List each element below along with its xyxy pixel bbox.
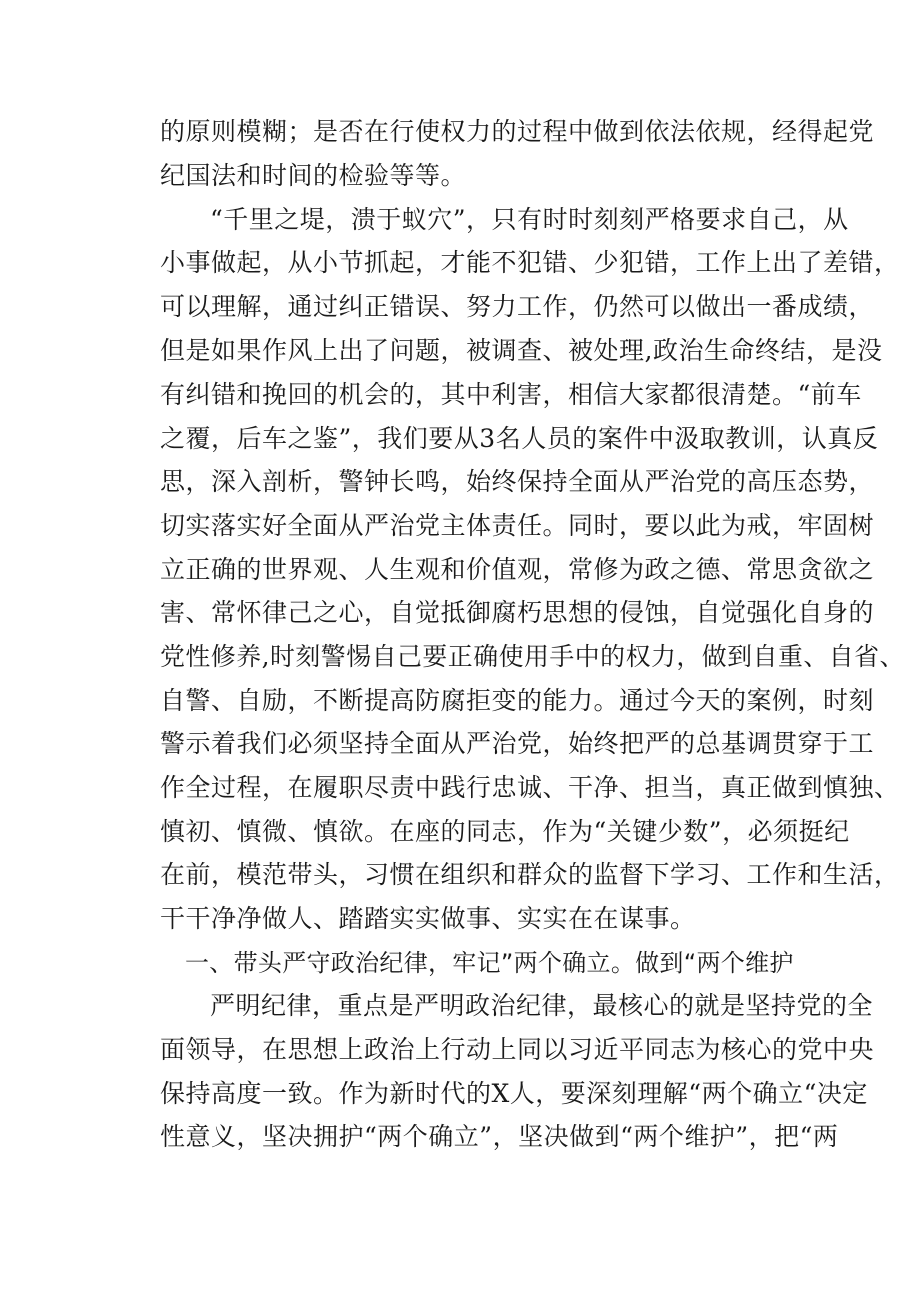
text-line: 但是如果作风上出了问题，被调查、被处理,政治生命终结，是没 (160, 336, 883, 365)
text-line: 之覆，后车之鉴”，我们要从3名人员的案件中汲取教训，认真反 (160, 424, 879, 453)
text-line: 保持高度一致。作为新时代的X人，要深刻理解“两个确立“决定 (160, 1079, 868, 1108)
text-line: 立正确的世界观、人生观和价值观，常修为政之德、常思贪欲之 (160, 555, 875, 584)
text-line: 有纠错和挽回的机会的，其中利害，相信大家都很清楚。“前车 (160, 380, 862, 409)
text-line: 严明纪律，重点是严明政治纪律，最核心的就是坚持党的全 (210, 991, 874, 1020)
text-line: 慎初、慎微、慎欲。在座的同志，作为“关键少数”，必须挺纪 (160, 817, 850, 846)
text-line: 思，深入剖析，警钟长鸣，始终保持全面从严治党的高压态势， (160, 467, 875, 496)
text-line: 面领导，在思想上政治上行动上同以习近平同志为核心的党中央 (160, 1035, 875, 1064)
text-line: 在前，模范带头，习惯在组织和群众的监督下学习、工作和生活， (160, 860, 900, 889)
text-line: 党性修养,时刻警惕自己要正确使用手中的权力，做到自重、自省、 (160, 642, 905, 671)
text-line: 切实落实好全面从严治党主体责任。同时，要以此为戒，牢固树 (160, 511, 875, 540)
text-line: 可以理解，通过纠正错误、努力工作，仍然可以做出一番成绩， (160, 292, 875, 321)
section-heading: 一、带头严守政治纪律，牢记”两个确立。做到“两个维护 (185, 949, 794, 977)
text-line: 小事做起，从小节抓起，才能不犯错、少犯错，工作上出了差错， (160, 248, 900, 277)
text-line: 作全过程，在履职尽责中践行忠诚、干净、担当，真正做到慎独、 (160, 773, 900, 802)
text-line: 害、常怀律己之心，自觉抵御腐朽思想的侵蚀，自觉强化自身的 (160, 598, 875, 627)
text-line: 干干净净做人、踏踏实实做事、实实在在谋事。 (160, 904, 696, 933)
text-line: “千里之堤，溃于蚁穴”，只有时时刻刻严格要求自己，从 (210, 205, 849, 234)
text-line: 自警、自励，不断提高防腐拒变的能力。通过今天的案例，时刻 (160, 686, 875, 715)
text-line: 警示着我们必须坚持全面从严治党，始终把严的总基调贯穿于工 (160, 729, 875, 758)
text-line: 性意义，坚决拥护“两个确立”，坚决做到“两个维护”，把“两 (160, 1122, 839, 1151)
text-line: 纪国法和时间的检验等等。 (160, 161, 467, 190)
text-line: 的原则模糊；是否在行使权力的过程中做到依法依规，经得起党 (160, 117, 875, 146)
